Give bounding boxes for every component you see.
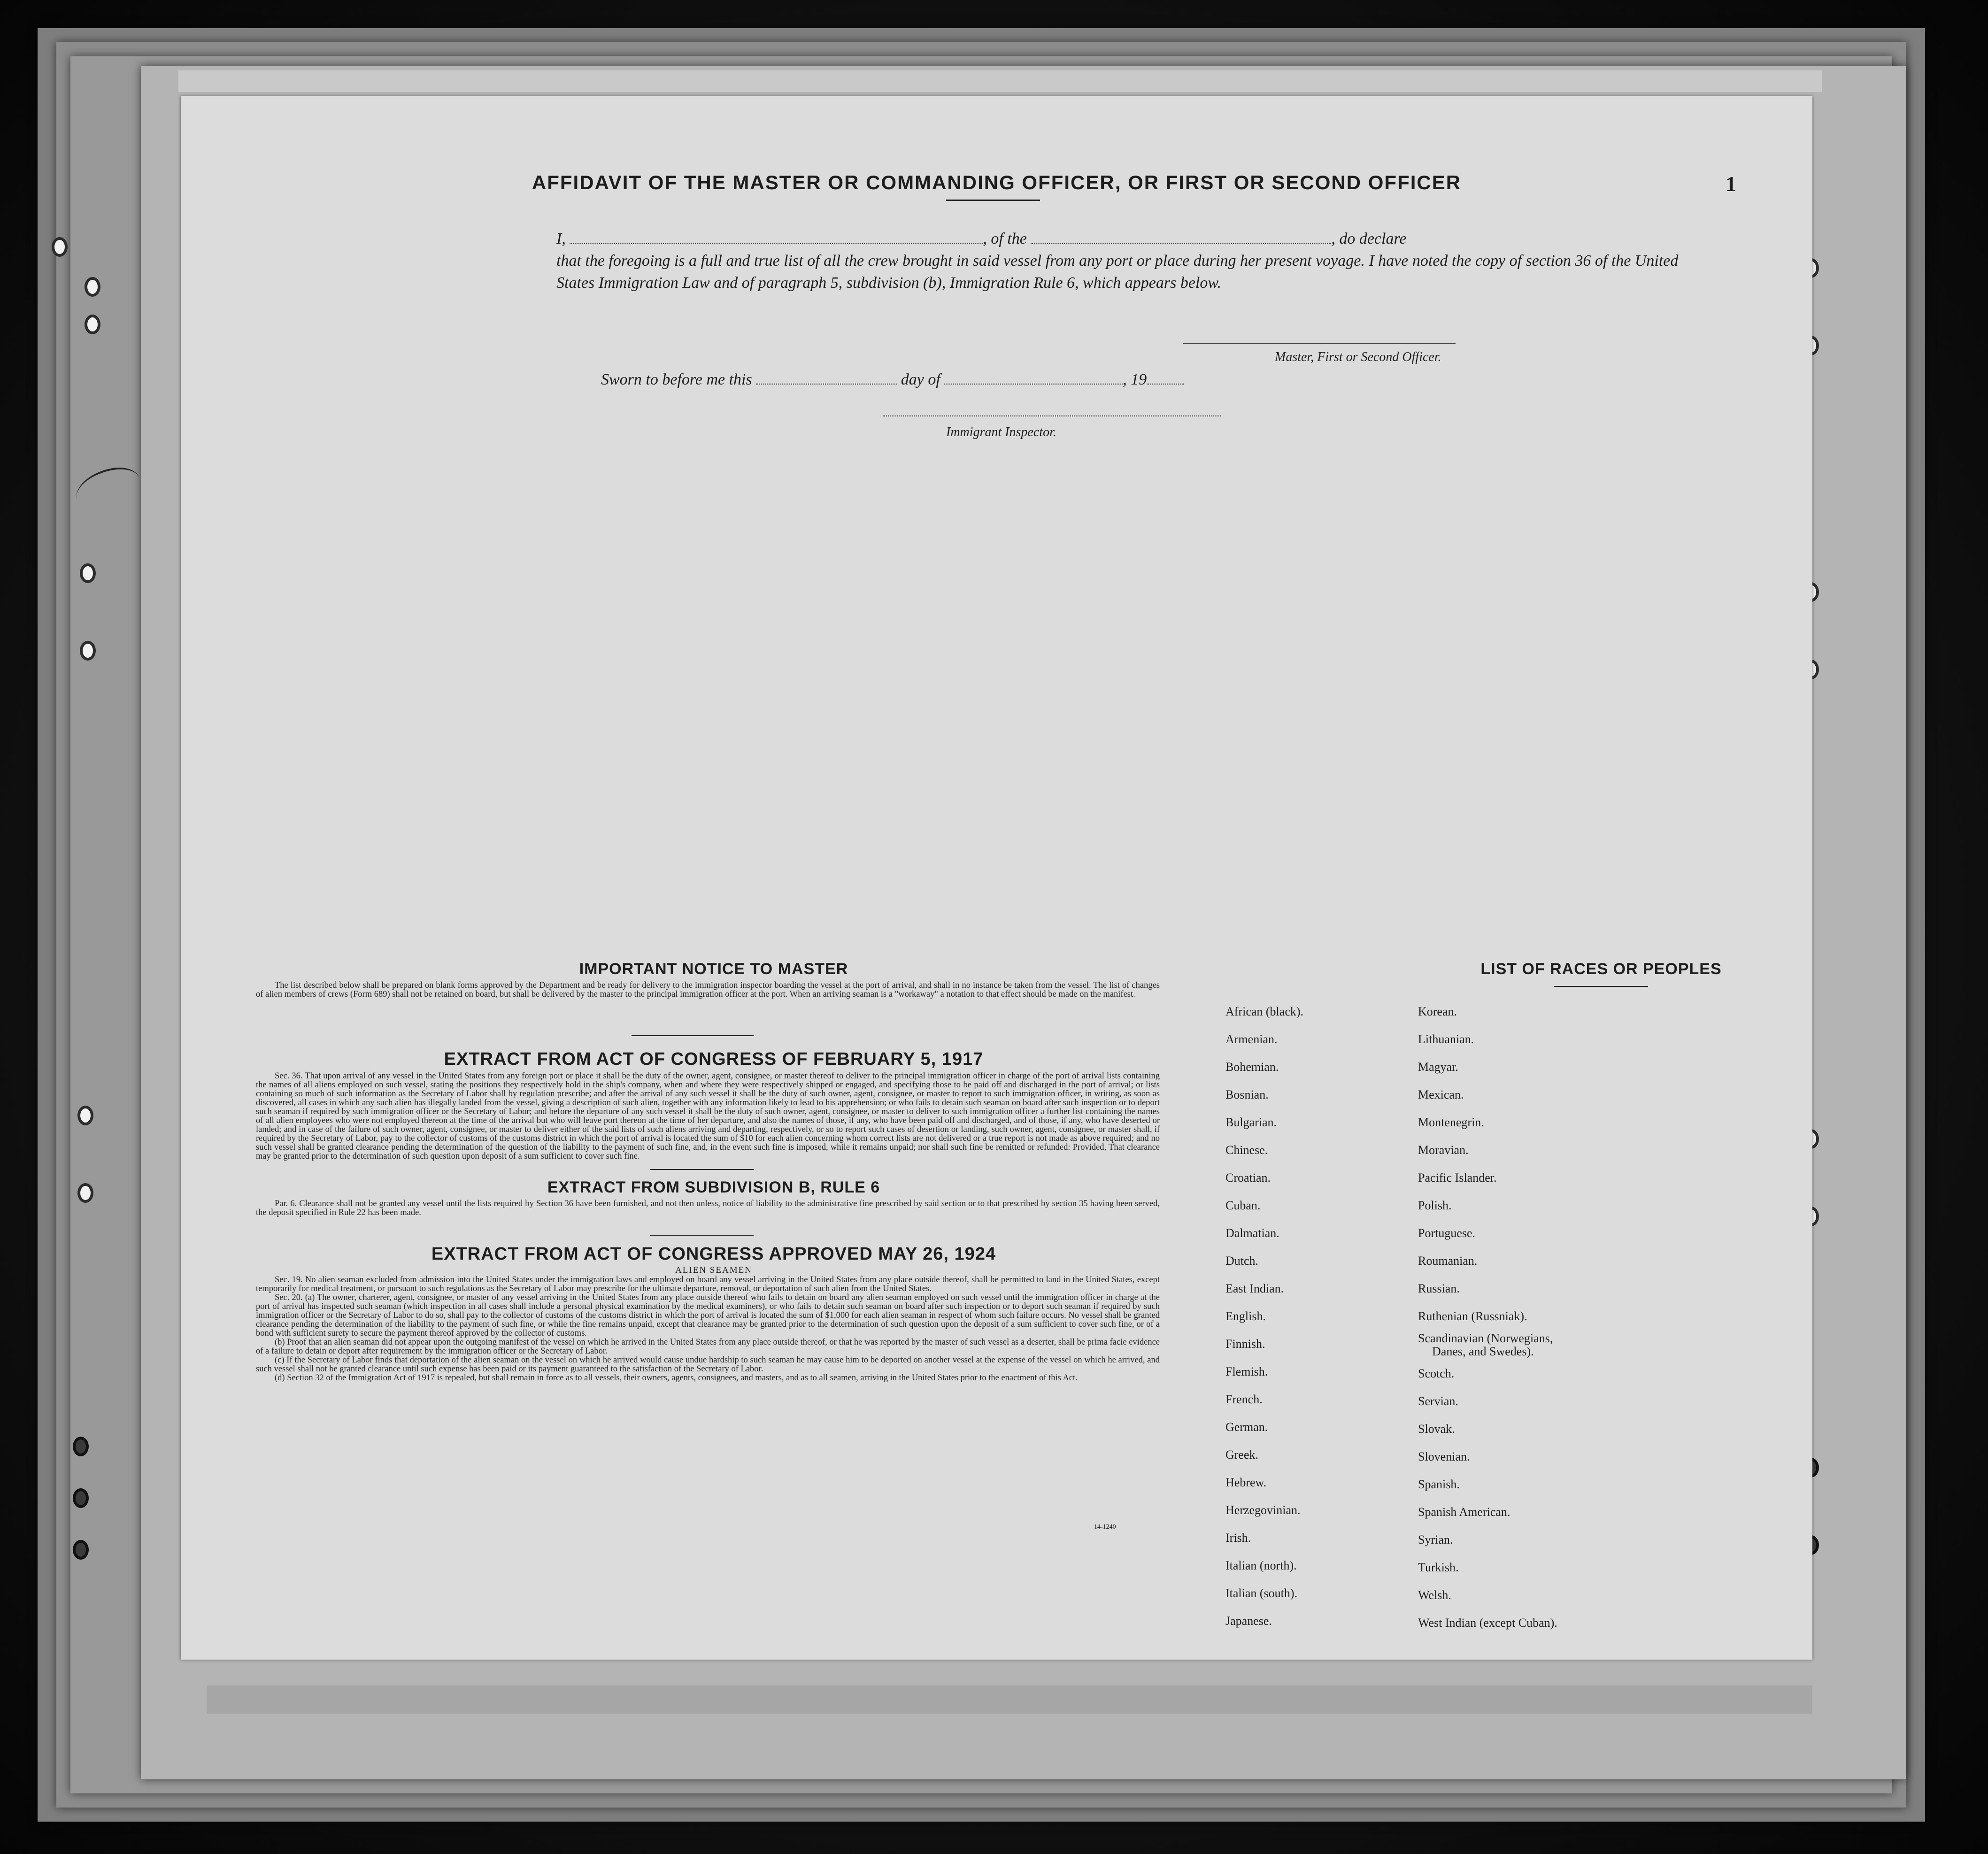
list-item: Spanish American.	[1418, 1505, 1510, 1519]
of-the-label: , of the	[983, 230, 1027, 247]
list-item: Bulgarian.	[1225, 1115, 1277, 1129]
extract-1917-text: Sec. 36. That upon arrival of any vessel in the United States from any foreign port or place it shall be the duty of the owner, agent, consignee, or master thereof to deliver to the principal immigration officer in charge of the port of arrival lists containing the names of all aliens employed on such vessel, stating the positions they respectively hold in the ship's company, when and where they were respectively shipped or engaged, and specifying those to be paid off and discharged in the port of arrival; or lists containing so much of such information as the Secretary of Labor shall by regulation prescribe; and after the arrival of any such vessel it shall be the duty of such owner, agent, consignee, or master to report to such immigration officer, in writing, as soon as discovered, all cases in which any such alien has illegally landed from the vessel, giving a description of such alien, together with any information likely to lead to his apprehension; or who fails to detain such seaman on board after such inspection or to deport such seaman if required by such immigration officer or the Secretary of Labor; and before the departure of any such vessel it shall be the duty of such owner, agent, consignee, or master to deliver to such immigration officer a further list containing the names of all alien employees who were not employed thereon at the time of the arrival but who will leave port thereon at the time of her departure, and also the names of those, if any, who have been paid off and discharged, and of those, if any, who have deserted or landed; and in case of the failure of such owner, agent, consignee, or master to deliver either of the said lists of such aliens arriving and departing, respectively, or so to report such cases of desertion or landing, such owner, agent, consignee, or master shall, if required by the Secretary of Labor, pay to the collector of customs of the customs district in which the port of arrival is located the sum of $10 for each alien concerning whom correct lists are not delivered or a true report is not made as above required; and no such vessel shall be granted clearance pending the determination of the question of the liability to the payment of such fine, and, in the event such fine is imposed, while it remains unpaid; nor shall such fine be remitted or refunded: Provided, That clearance may be granted prior to the determination of such question upon deposit of a sum sufficient to cover such fine.	[256, 1071, 1160, 1161]
list-item: Pacific Islander.	[1418, 1171, 1497, 1185]
list-item: Welsh.	[1418, 1588, 1451, 1602]
title-divider	[946, 200, 1040, 201]
list-item: Slovenian.	[1418, 1450, 1470, 1463]
list-item: Polish.	[1418, 1199, 1452, 1212]
extract-1924-title: EXTRACT FROM ACT OF CONGRESS APPROVED MAY 26, 1924	[431, 1244, 996, 1264]
declaration-line	[556, 228, 1683, 250]
notice-title: IMPORTANT NOTICE TO MASTER	[579, 960, 848, 978]
paragraph: Sec. 19. No alien seaman excluded from admission into the United States under the immigration laws and employed on board any vessel arriving in the United States from any place outside thereof, shall be permitted to land in the United States, except temporarily for medical treatment, or pursuant to such regulations as the Secretary of Labor may prescribe for the ultimate departure, removal, or deportation of such alien from the United States.	[256, 1275, 1160, 1293]
list-item: Spanish.	[1418, 1477, 1460, 1491]
declaration-i: I,	[556, 230, 566, 247]
declare-label: , do declare	[1331, 230, 1407, 247]
list-item: Korean.	[1418, 1005, 1457, 1018]
sworn-line	[601, 371, 1184, 389]
year-blank[interactable]	[1147, 371, 1184, 385]
list-item: Roumanian.	[1418, 1254, 1478, 1268]
list-item: German.	[1225, 1420, 1268, 1434]
list-item: Portuguese.	[1418, 1226, 1476, 1240]
list-item: Hebrew.	[1225, 1476, 1267, 1489]
list-item: East Indian.	[1225, 1282, 1284, 1295]
page-edge-strip	[178, 70, 1822, 92]
list-item: French.	[1225, 1392, 1263, 1406]
list-item: Herzegovinian.	[1225, 1503, 1301, 1517]
list-item: Lithuanian.	[1418, 1032, 1474, 1046]
list-item: Turkish.	[1418, 1561, 1459, 1574]
paragraph: (c) If the Secretary of Labor finds that deportation of the alien seaman on the vessel on which he arrived would cause undue hardship to such seaman he may cause him to be deported on another vessel at the expense of the vessel on which he arrived, and such vessel shall not be granted clearance until such expense has been paid or its payment guaranteed to the satisfaction of the Secretary of Labor.	[256, 1355, 1160, 1374]
list-item-line: Danes, and Swedes).	[1432, 1345, 1534, 1358]
section-divider	[632, 1035, 754, 1036]
list-item-line: Scandinavian (Norwegians,	[1418, 1331, 1553, 1345]
list-item: Greek.	[1225, 1448, 1259, 1462]
races-column-left	[1225, 998, 1303, 1635]
list-item: Japanese.	[1225, 1614, 1272, 1628]
notice-text: The list described below shall be prepared on blank forms approved by the Department and be ready for delivery to the immigration inspector boarding the vessel at the port of arrival, and shall in no instance be taken from the vessel. The list of changes of alien members of crews (Form 689) shall not be retained on board, but shall be delivered by the master to the principal immigration officer at the port. When an arriving seaman is a "workaway" a notation to that effect should be made on the manifest.	[256, 981, 1160, 999]
punch-hole	[85, 315, 100, 334]
extract-1924-text	[256, 1276, 1160, 1383]
list-item: Cuban.	[1225, 1199, 1261, 1212]
list-item: English.	[1225, 1309, 1266, 1323]
list-item: Irish.	[1225, 1531, 1251, 1545]
extract-1924-subtitle: ALIEN SEAMEN	[675, 1265, 752, 1275]
section-divider	[650, 1169, 754, 1170]
races-divider	[1554, 986, 1648, 987]
list-item: Finnish.	[1225, 1337, 1265, 1351]
affidavit-title: AFFIDAVIT OF THE MASTER OR COMMANDING OFFICER, OR FIRST OR SECOND OFFICER	[532, 171, 1462, 193]
page-number: 1	[1726, 172, 1736, 196]
inspector-caption: Immigrant Inspector.	[946, 425, 1056, 439]
races-title: LIST OF RACES OR PEOPLES	[1480, 960, 1722, 978]
list-item: Armenian.	[1225, 1032, 1278, 1046]
list-item: Russian.	[1418, 1282, 1460, 1295]
list-item: Bohemian.	[1225, 1060, 1279, 1074]
punch-hole	[77, 1183, 93, 1203]
sworn-prefix: Sworn to before me this	[601, 371, 752, 388]
list-item: West Indian (except Cuban).	[1418, 1616, 1557, 1630]
page-edge-strip	[207, 1685, 1812, 1714]
name-blank[interactable]	[570, 229, 983, 244]
list-item: Moravian.	[1418, 1143, 1469, 1157]
list-item: Magyar.	[1418, 1060, 1458, 1074]
list-item	[1418, 1330, 1557, 1360]
inspector-signature-line[interactable]	[883, 415, 1221, 416]
extract-1917-title: EXTRACT FROM ACT OF CONGRESS OF FEBRUARY 5, 1917	[444, 1049, 984, 1069]
list-item: Flemish.	[1225, 1365, 1268, 1378]
punch-hole	[85, 277, 100, 297]
list-item: Chinese.	[1225, 1143, 1268, 1157]
master-signature-caption: Master, First or Second Officer.	[1275, 350, 1441, 364]
affidavit-text	[556, 228, 1683, 294]
form-number: 14-1240	[1094, 1523, 1116, 1531]
month-blank[interactable]	[944, 371, 1123, 385]
list-item: Scotch.	[1418, 1367, 1455, 1380]
punch-hole	[77, 1106, 93, 1125]
punch-hole	[80, 563, 96, 583]
punch-hole	[52, 237, 68, 257]
master-signature-line[interactable]	[1183, 343, 1456, 344]
day-of-label: day of	[901, 371, 940, 388]
list-item: Dutch.	[1225, 1254, 1259, 1268]
list-item: African (black).	[1225, 1005, 1304, 1018]
list-item: Servian.	[1418, 1394, 1458, 1408]
list-item: Croatian.	[1225, 1171, 1271, 1185]
day-blank[interactable]	[756, 371, 897, 385]
list-item: Slovak.	[1418, 1422, 1455, 1436]
list-item: Dalmatian.	[1225, 1226, 1279, 1240]
list-item: Mexican.	[1418, 1088, 1464, 1101]
extract-rule6-title: EXTRACT FROM SUBDIVISION B, RULE 6	[547, 1178, 880, 1196]
declaration-body: that the foregoing is a full and true list of all the crew brought in said vessel from any port or place during her present voyage. I have noted the copy of section 36 of the United States Immigration Law and of paragraph 5, subdivision (b), Immigration Rule 6, which appears below.	[556, 252, 1679, 292]
vessel-blank[interactable]	[1031, 229, 1331, 244]
year-prefix: , 19	[1123, 371, 1147, 388]
list-item: Bosnian.	[1225, 1088, 1269, 1101]
races-column-right	[1418, 998, 1557, 1637]
form-sheet	[181, 96, 1812, 1660]
extract-rule6-text: Par. 6. Clearance shall not be granted any vessel until the lists required by Section 36 have been furnished, and not then unless, notice of liability to the administrative fine prescribed by said section or to that prescribed by section 35 having been served, the deposit specified in Rule 22 has been made.	[256, 1199, 1160, 1217]
punch-hole	[73, 1488, 89, 1508]
list-item: Italian (north).	[1225, 1559, 1297, 1572]
punch-hole	[73, 1437, 89, 1456]
list-item: Montenegrin.	[1418, 1115, 1484, 1129]
paragraph: (d) Section 32 of the Immigration Act of 1917 is repealed, but shall remain in force as to all vessels, their owners, agents, consignees, and masters, and as to all seamen, arriving in the United States prior to the enactment of this Act.	[275, 1373, 1078, 1383]
list-item: Ruthenian (Russniak).	[1418, 1309, 1527, 1323]
section-divider	[650, 1235, 754, 1236]
punch-hole	[73, 1540, 89, 1560]
paragraph: Sec. 20. (a) The owner, charterer, agent, consignee, or master of any vessel arriving in the United States from any place outside thereof who fails to detain on board any alien seaman employed on such vessel until the immigration officer in charge at the port of arrival has inspected such seaman (which inspection in all cases shall include a personal physical examination by the medical examiners), or who fails to detain such seaman on board after such inspection or to deport such seaman if required by such immigration officer or the Secretary of Labor to do so, shall pay to the collector of customs of the customs district in which the port of arrival is located the sum of $1,000 for each alien seaman in respect of whom such failure occurs. No vessel shall be granted clearance pending the determination of the liability to the payment of such fine, or while the fine remains unpaid, except that clearance may be granted prior to the determination of such question upon the deposit of a sum sufficient to cover such fine, or of a bond with sufficient surety to secure the payment thereof approved by the collector of customs.	[256, 1293, 1160, 1338]
paragraph: (b) Proof that an alien seaman did not appear upon the outgoing manifest of the vessel on which he arrived in the United States from any place outside thereof, or that he was reported by the master of such vessel as a deserter, shall be prima facie evidence of a failure to detain or deport after requirement by the immigration officer or the Secretary of Labor.	[256, 1338, 1160, 1356]
list-item: Italian (south).	[1225, 1586, 1298, 1600]
list-item: Syrian.	[1418, 1533, 1453, 1546]
punch-hole	[80, 641, 96, 661]
